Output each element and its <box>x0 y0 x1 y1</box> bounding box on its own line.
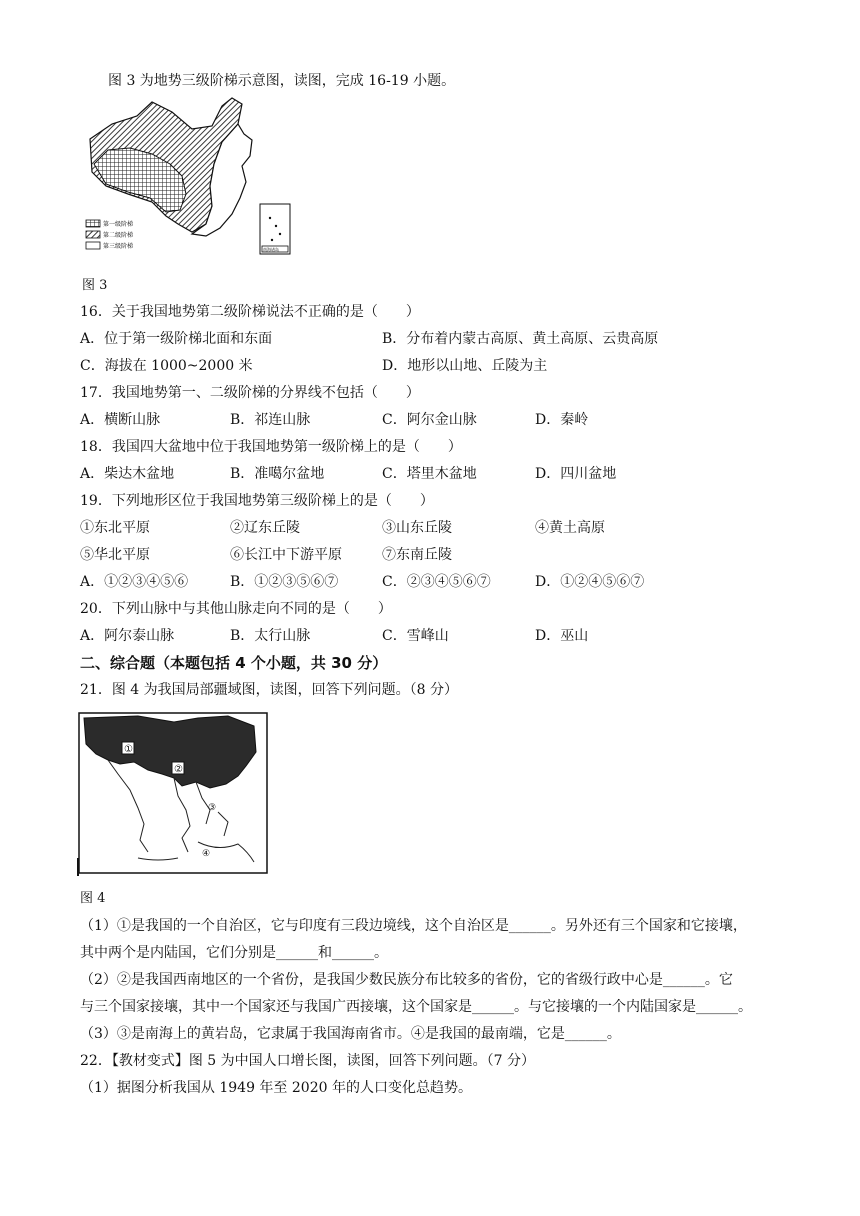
q19-item-1: ①东北平原 <box>80 520 150 536</box>
q19-item-2: ②辽东丘陵 <box>230 520 300 536</box>
q19-option-b: B．①②③⑤⑥⑦ <box>230 574 339 590</box>
q18-stem: 18．我国四大盆地中位于我国地势第一级阶梯上的是（ ） <box>80 439 462 455</box>
q21-stem: 21．图 4 为我国局部疆域图，读图，回答下列问题。（8 分） <box>80 682 458 698</box>
q20-option-c: C．雪峰山 <box>382 628 449 644</box>
q19-item-3: ③山东丘陵 <box>382 520 452 536</box>
q21-line-3: （2）②是我国西南地区的一个省份，是我国少数民族分布比较多的省份，它的省级行政中心是______。它 <box>80 972 733 988</box>
q16-option-c: C．海拔在 1000~2000 米 <box>80 358 253 374</box>
q16-stem: 16．关于我国地势第二级阶梯说法不正确的是（ ） <box>80 304 420 320</box>
q20-option-d: D．巫山 <box>535 628 589 644</box>
territory-map <box>78 712 268 874</box>
fig4-caption: 图 4 <box>80 891 106 906</box>
q20-option-b: B．太行山脉 <box>230 628 311 644</box>
marker-1: ① <box>124 744 133 755</box>
q17-option-b: B．祁连山脉 <box>230 412 311 428</box>
q18-option-b: B．准噶尔盆地 <box>230 466 325 482</box>
q17-option-c: C．阿尔金山脉 <box>382 412 477 428</box>
inset-label: 南海诸岛 <box>263 247 279 252</box>
legend-swatch-first <box>86 220 100 227</box>
legend-label-second: 第二级阶梯 <box>103 232 134 239</box>
q16-option-a: A．位于第一级阶梯北面和东面 <box>80 331 273 347</box>
q19-stem: 19．下列地形区位于我国地势第三级阶梯上的是（ ） <box>80 493 434 509</box>
q17-option-d: D．秦岭 <box>535 412 589 428</box>
q21-line-5: （3）③是南海上的黄岩岛，它隶属于我国海南省市。④是我国的最南端，它是______。 <box>80 1026 621 1042</box>
marker-4: ④ <box>202 849 211 859</box>
marker-2: ② <box>174 764 183 775</box>
intro-text: 图 3 为地势三级阶梯示意图，读图，完成 16-19 小题。 <box>108 73 456 89</box>
q18-option-a: A．柴达木盆地 <box>80 466 175 482</box>
q16-option-d: D．地形以山地、丘陵为主 <box>382 358 548 374</box>
q19-item-4: ④黄土高原 <box>535 520 605 536</box>
section2-title: 二、综合题（本题包括 4 个小题，共 30 分） <box>80 654 388 672</box>
q19-item-6: ⑥长江中下游平原 <box>230 547 342 563</box>
legend-swatch-third <box>86 242 100 249</box>
q19-item-5: ⑤华北平原 <box>80 547 150 563</box>
q21-line-2: 其中两个是内陆国，它们分别是______和______。 <box>80 945 388 961</box>
q18-option-d: D．四川盆地 <box>535 466 617 482</box>
q19-item-7: ⑦东南丘陵 <box>382 547 452 563</box>
q19-option-d: D．①②④⑤⑥⑦ <box>535 574 645 590</box>
terrain-steps-map <box>82 94 302 262</box>
q21-line-1: （1）①是我国的一个自治区，它与印度有三段边境线，这个自治区是______。另外还有三个国家和它接壤， <box>80 918 747 934</box>
q20-stem: 20．下列山脉中与其他山脉走向不同的是（ ） <box>80 601 392 617</box>
q19-option-c: C．②③④⑤⑥⑦ <box>382 574 491 590</box>
q17-stem: 17．我国地势第一、二级阶梯的分界线不包括（ ） <box>80 385 420 401</box>
q22-line-1: （1）据图分析我国从 1949 年至 2020 年的人口变化总趋势。 <box>80 1080 472 1096</box>
q20-option-a: A．阿尔泰山脉 <box>80 628 175 644</box>
legend-label-third: 第三级阶梯 <box>103 243 134 250</box>
legend-swatch-second <box>86 231 100 238</box>
fig3-caption: 图 3 <box>82 278 108 293</box>
q19-option-a: A．①②③④⑤⑥ <box>80 574 189 590</box>
q18-option-c: C．塔里木盆地 <box>382 466 477 482</box>
q16-option-b: B．分布着内蒙古高原、黄土高原、云贵高原 <box>382 331 659 347</box>
q21-line-4: 与三个国家接壤，其中一个国家还与我国广西接壤，这个国家是______。与它接壤的一个内陆国家是______。 <box>80 999 752 1015</box>
marker-3: ③ <box>208 803 217 813</box>
legend-label-first: 第一级阶梯 <box>103 221 134 228</box>
q17-option-a: A．横断山脉 <box>80 412 161 428</box>
text-cursor <box>77 858 79 876</box>
q22-stem: 22．【教材变式】图 5 为中国人口增长图，读图，回答下列问题。（7 分） <box>80 1053 535 1069</box>
